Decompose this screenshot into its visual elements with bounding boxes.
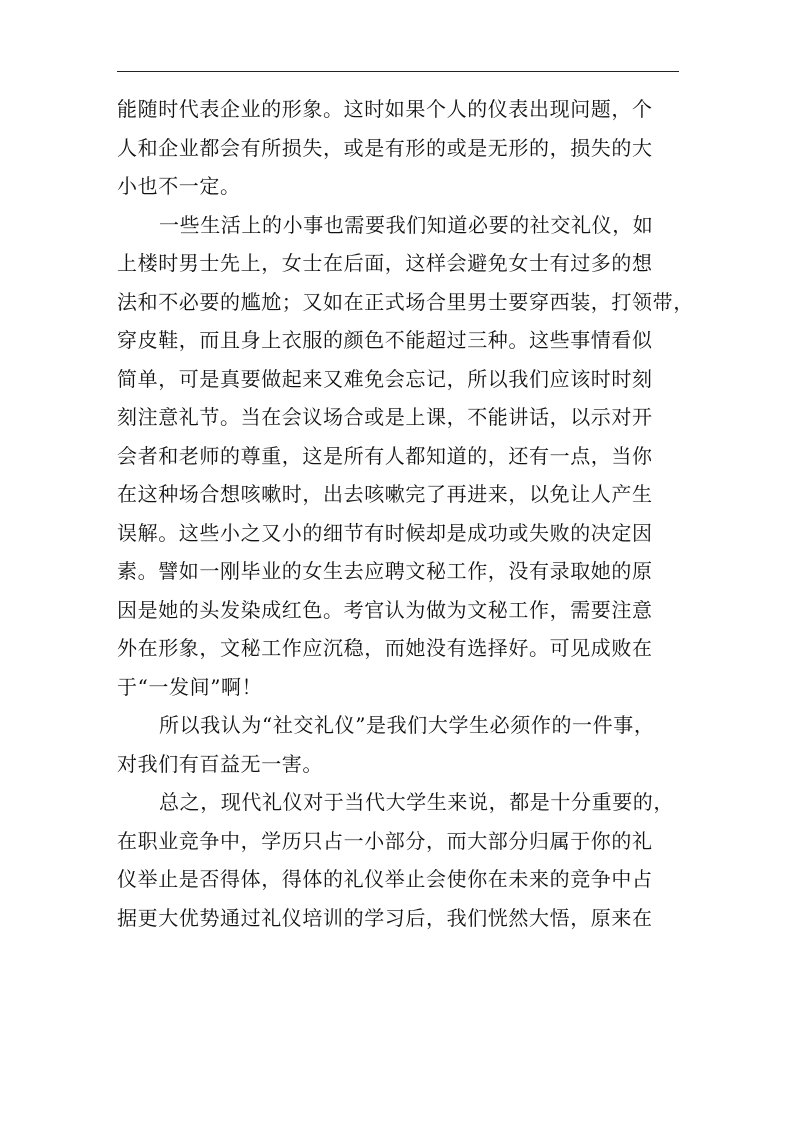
text-line: 法和不必要的尴尬；又如在正式场合里男士要穿西装，打领带， — [117, 289, 694, 314]
text-line: 人和企业都会有所损失，或是有形的或是无形的，损失的大 — [117, 135, 653, 160]
text-line: 外在形象，文秘工作应沉稳，而她没有选择好。可见成败在 — [117, 636, 653, 660]
text-line: 会者和老师的尊重，这是所有人都知道的，还有一点，当你 — [117, 443, 653, 468]
paragraph-first-line: 总之，现代礼仪对于当代大学生来说，都是十分重要的， — [159, 790, 674, 814]
text-line: 简单，可是真要做起来又难免会忘记，所以我们应该时时刻 — [117, 366, 653, 391]
paragraph-first-line: 一些生活上的小事也需要我们知道必要的社交礼仪，如 — [159, 212, 654, 237]
text-line: 在职业竞争中，学历只占一小部分，而大部分归属于你的礼 — [117, 828, 653, 853]
header-rule — [117, 71, 679, 72]
text-line: 对我们有百益无一害。 — [117, 751, 323, 776]
text-line: 素。譬如一刚毕业的女生去应聘文秘工作，没有录取她的原 — [117, 559, 653, 583]
text-line: 穿皮鞋，而且身上衣服的颜色不能超过三种。这些事情看似 — [117, 328, 653, 352]
text-line: 于“一发间”啊！ — [117, 674, 263, 699]
text-line: 误解。这些小之又小的细节有时候却是成功或失败的决定因 — [117, 520, 653, 545]
text-line: 据更大优势通过礼仪培训的学习后，我们恍然大悟，原来在 — [117, 905, 653, 930]
text-line: 仪举止是否得体，得体的礼仪举止会使你在未来的竞争中占 — [117, 867, 653, 891]
paragraph-first-line: 所以我认为“社交礼仪”是我们大学生必须作的一件事， — [159, 713, 655, 737]
text-line: 上楼时男士先上，女士在后面，这样会避免女士有过多的想 — [117, 251, 653, 275]
text-line: 因是她的头发染成红色。考官认为做为文秘工作，需要注意 — [117, 597, 653, 622]
text-line: 能随时代表企业的形象。这时如果个人的仪表出现问题，个 — [117, 97, 653, 121]
text-line: 小也不一定。 — [117, 174, 241, 198]
body-text — [117, 90, 694, 937]
text-line: 刻注意礼节。当在会议场合或是上课，不能讲话，以示对开 — [117, 405, 653, 429]
text-line: 在这种场合想咳嗽时，出去咳嗽完了再进来，以免让人产生 — [117, 482, 653, 506]
